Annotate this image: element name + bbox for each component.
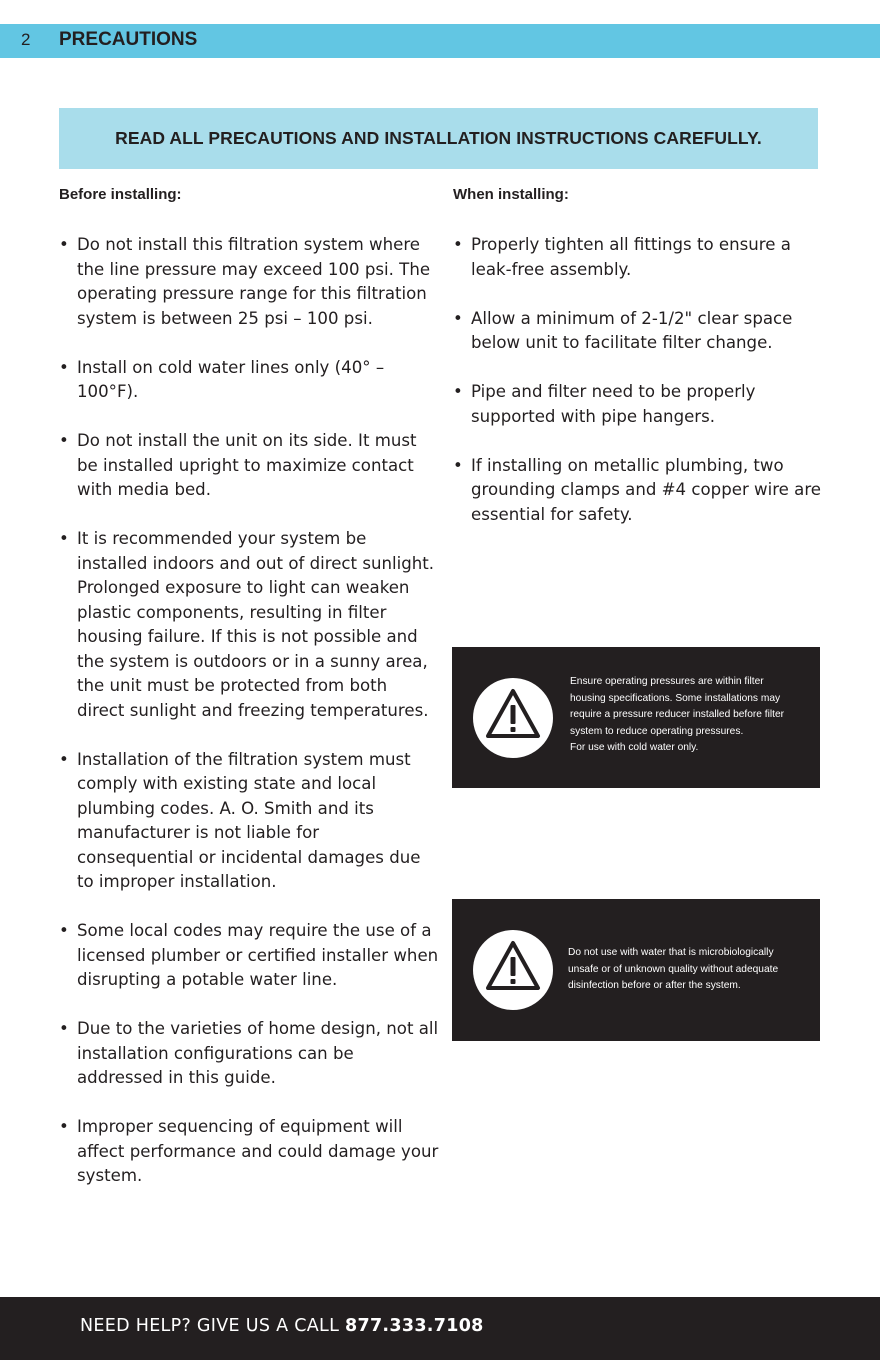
footer-bar (0, 1297, 880, 1360)
before-installing-list (59, 233, 439, 1213)
list-item: • Install on cold water lines only (40° – 100°F). (59, 356, 439, 405)
warning-triangle-icon (472, 929, 554, 1011)
list-item: • Allow a minimum of 2-1/2" clear space below unit to facilitate filter change. (453, 307, 823, 356)
footer-help-text: NEED HELP? GIVE US A CALL (80, 1316, 345, 1336)
before-installing-heading: Before installing: (59, 186, 182, 203)
notice-text: READ ALL PRECAUTIONS AND INSTALLATION INSTRUCTIONS CAREFULLY. (115, 128, 762, 148)
section-title: PRECAUTIONS (59, 29, 198, 50)
warning-text: Do not use with water that is microbiologically unsafe or of unknown quality without adequate disinfection before or after the system. (568, 947, 779, 992)
list-item: • Some local codes may require the use of a licensed plumber or certified installer when disrupting a potable water line. (59, 919, 439, 993)
list-item: • Installation of the filtration system must comply with existing state and local plumbing codes. A. O. Smith and its manufacturer is not liable for consequential or incidental damages due to improper installation. (59, 748, 439, 895)
list-item: • Due to the varieties of home design, not all installation configurations can be addressed in this guide. (59, 1017, 439, 1091)
when-installing-heading: When installing: (453, 186, 569, 203)
list-item: • Properly tighten all fittings to ensure a leak-free assembly. (453, 233, 823, 282)
footer-help (80, 1316, 484, 1336)
phone-number[interactable]: 877.333.7108 (345, 1316, 484, 1336)
page-number: 2 (21, 30, 31, 49)
pressure-warning-box (452, 647, 820, 788)
list-item: • If installing on metallic plumbing, two grounding clamps and #4 copper wire are essential for safety. (453, 454, 823, 528)
list-item: • Improper sequencing of equipment will affect performance and could damage your system. (59, 1115, 439, 1189)
list-item: • It is recommended your system be installed indoors and out of direct sunlight. Prolonged exposure to light can weaken plastic components, resulting in filter housing failure. If this is not possible and the system is outdoors or in a sunny area, the unit must be protected from both direct sunlight and freezing temperatures. (59, 527, 439, 723)
list-item: • Pipe and filter need to be properly supported with pipe hangers. (453, 380, 823, 429)
header-bar (0, 24, 880, 58)
water-quality-warning-box (452, 899, 820, 1041)
list-item: • Do not install the unit on its side. It must be installed upright to maximize contact with media bed. (59, 429, 439, 503)
warning-text: Ensure operating pressures are within filter housing specifications. Some installations may require a pressure reducer installed before filter system to reduce operating pressures. For use with cold water only. (570, 676, 785, 754)
list-item: • Do not install this filtration system where the line pressure may exceed 100 psi. The operating pressure range for this filtration system is between 25 psi – 100 psi. (59, 233, 439, 331)
notice-banner (59, 108, 818, 169)
when-installing-list (453, 233, 823, 552)
warning-triangle-icon (472, 677, 554, 759)
